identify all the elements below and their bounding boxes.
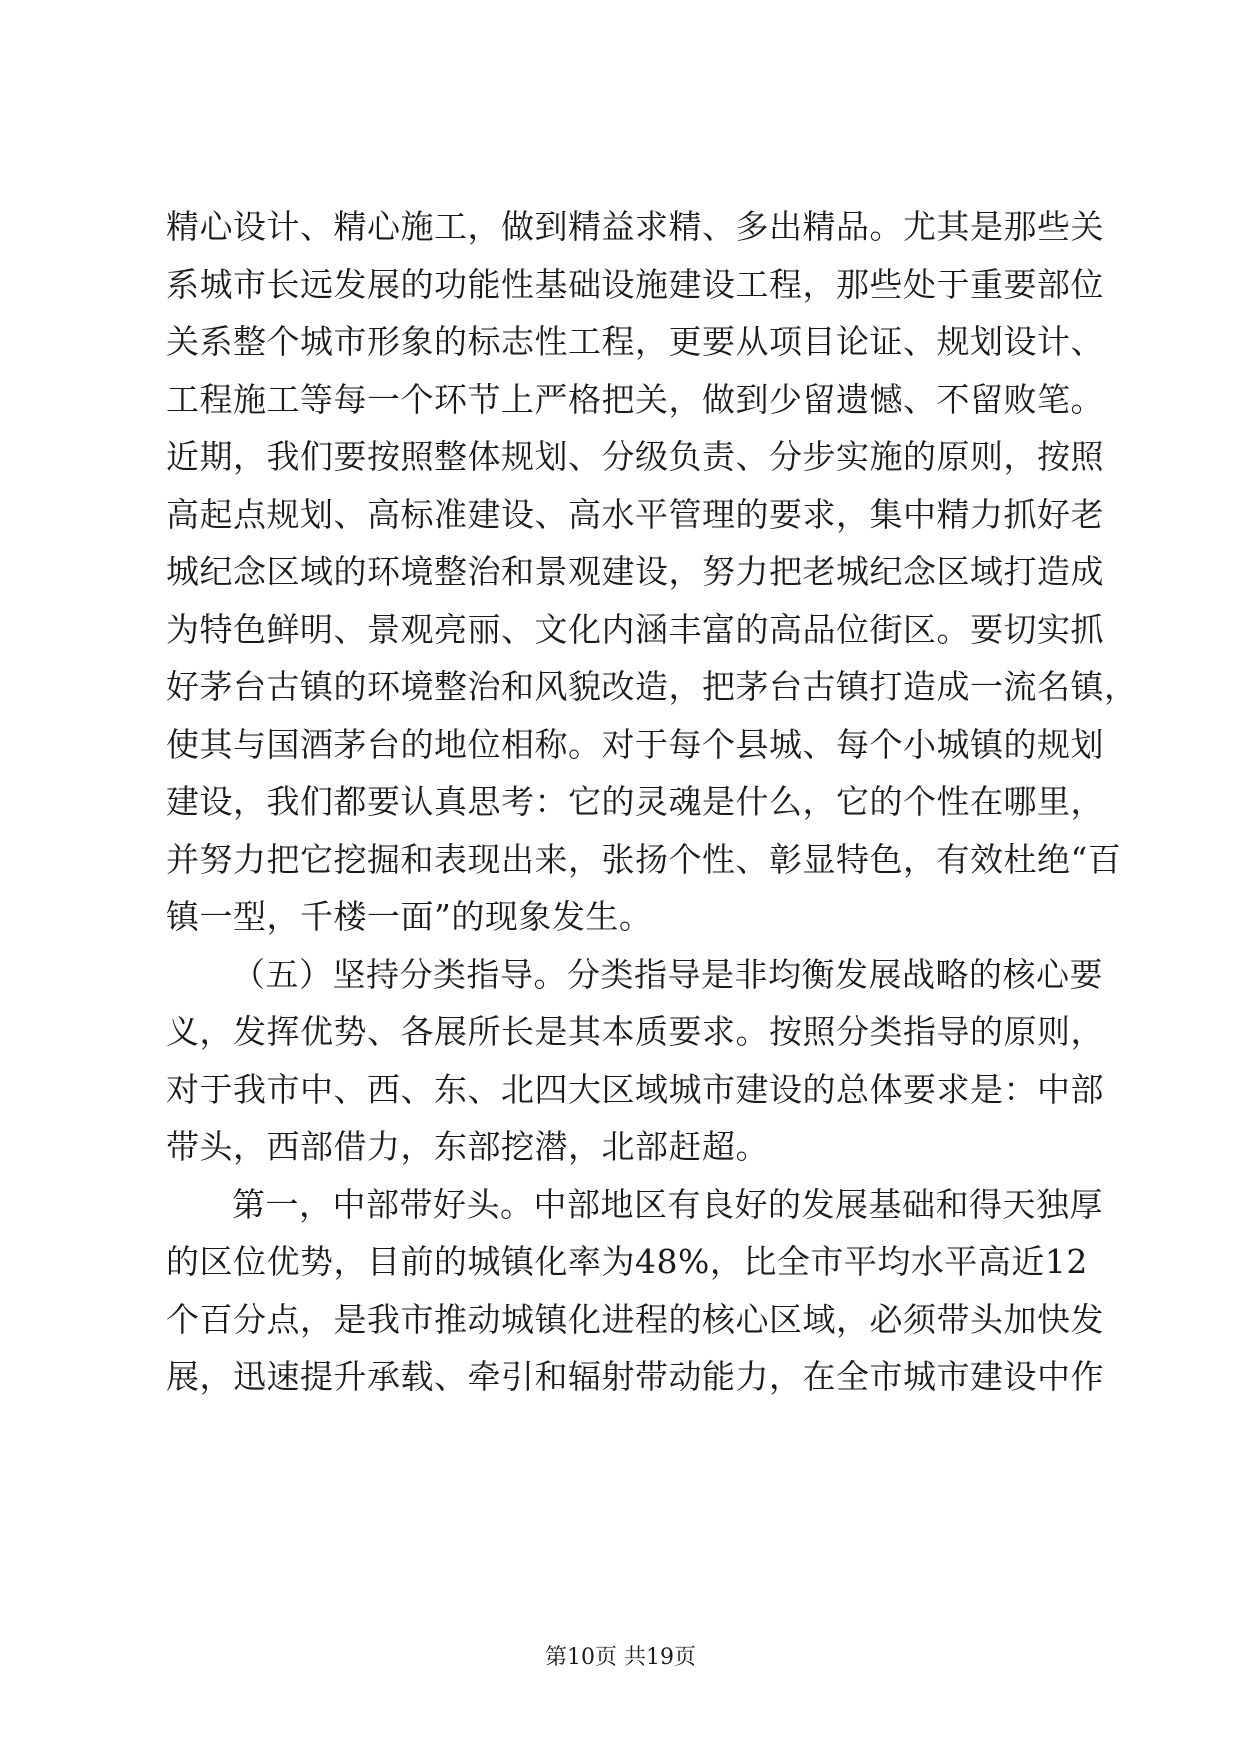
text-line-5: 近期，我们要按照整体规划、分级负责、分步实施的原则，按照 bbox=[166, 437, 1104, 476]
text-line-9: 好茅台古镇的环境整治和风貌改造，把茅台古镇打造成一流名镇， bbox=[166, 667, 1138, 706]
text-line-16: 对于我市中、西、东、北四大区域城市建设的总体要求是：中部 bbox=[166, 1070, 1104, 1109]
text-line-8: 为特色鲜明、景观亮丽、文化内涵丰富的高品位街区。要切实抓 bbox=[166, 610, 1104, 649]
text-line-15: 义，发挥优势、各展所长是其本质要求。按照分类指导的原则， bbox=[166, 1012, 1104, 1051]
page-number-footer: 第10页 共19页 bbox=[545, 1645, 696, 1670]
text-line-20: 个百分点，是我市推动城镇化进程的核心区域，必须带头加快发 bbox=[166, 1300, 1104, 1339]
text-line-2: 系城市长远发展的功能性基础设施建设工程，那些处于重要部位 bbox=[166, 265, 1104, 304]
text-line-6: 高起点规划、高标准建设、高水平管理的要求，集中精力抓好老 bbox=[166, 495, 1104, 534]
text-line-3: 关系整个城市形象的标志性工程，更要从项目论证、规划设计、 bbox=[166, 322, 1104, 361]
text-line-13: 镇一型，千楼一面”的现象发生。 bbox=[166, 897, 653, 936]
text-line-12: 并努力把它挖掘和表现出来，张扬个性、彰显特色，有效杜绝“百 bbox=[166, 840, 1122, 879]
text-line-4: 工程施工等每一个环节上严格把关，做到少留遗憾、不留败笔。 bbox=[166, 380, 1104, 419]
text-line-1: 精心设计、精心施工，做到精益求精、多出精品。尤其是那些关 bbox=[166, 207, 1104, 246]
paragraph-5-heading-line: （五）坚持分类指导。分类指导是非均衡发展战略的核心要 bbox=[232, 955, 1103, 994]
text-line-10: 使其与国酒茅台的地位相称。对于每个县城、每个小城镇的规划 bbox=[166, 725, 1104, 764]
text-line-11: 建设，我们都要认真思考：它的灵魂是什么，它的个性在哪里， bbox=[166, 782, 1104, 821]
text-line-7: 城纪念区域的环境整治和景观建设，努力把老城纪念区域打造成 bbox=[166, 552, 1104, 591]
text-line-19: 的区位优势，目前的城镇化率为48%，比全市平均水平高近12 bbox=[166, 1242, 1088, 1281]
paragraph-first-line: 第一，中部带好头。中部地区有良好的发展基础和得天独厚 bbox=[232, 1185, 1103, 1224]
text-line-21: 展，迅速提升承载、牵引和辐射带动能力，在全市城市建设中作 bbox=[166, 1357, 1104, 1396]
text-line-17: 带头，西部借力，东部挖潜，北部赶超。 bbox=[166, 1127, 769, 1166]
